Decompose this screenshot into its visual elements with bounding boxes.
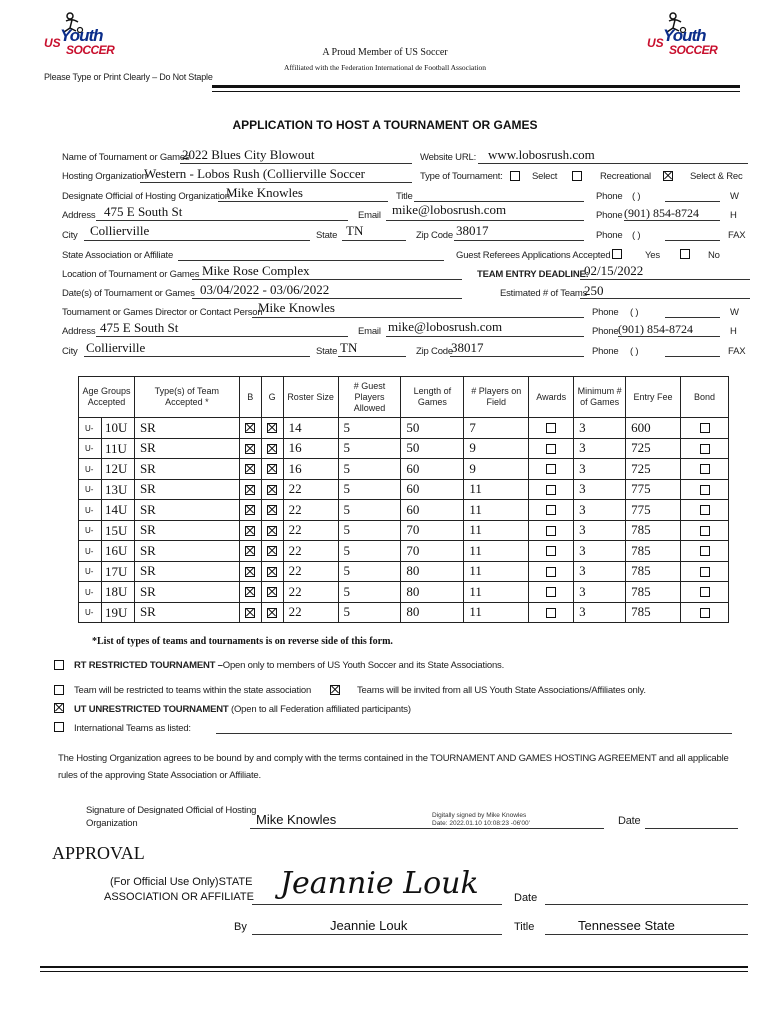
bond-checkbox[interactable] (681, 438, 729, 459)
approval-signature[interactable]: Jeannie Louk (280, 866, 479, 901)
guests-cell[interactable]: 5 (338, 582, 401, 603)
awards-checkbox[interactable] (529, 438, 574, 459)
min_games-cell[interactable]: 3 (574, 582, 626, 603)
rt-restricted-checkbox[interactable] (54, 660, 64, 670)
table-row (79, 602, 729, 623)
phone-parens: ( ) (632, 230, 641, 241)
col-header: Length of Games (401, 377, 464, 418)
director-name-field[interactable]: Mike Knowles (258, 300, 335, 315)
guests-cell[interactable]: 5 (338, 418, 401, 439)
bond-checkbox[interactable] (681, 418, 729, 439)
tournament-name-field[interactable]: 2022 Blues City Blowout (182, 147, 315, 162)
girls-checkbox[interactable] (261, 418, 283, 439)
signature-label-1: Signature of Designated Official of Hosting (86, 805, 257, 816)
boys-checkbox[interactable] (239, 418, 261, 439)
signature-date-label: Date (618, 815, 641, 827)
length-cell[interactable]: 60 (401, 459, 464, 480)
boys-checkbox[interactable] (239, 438, 261, 459)
age-group-cell[interactable]: U- 17U (79, 561, 135, 582)
min_games-cell[interactable]: 3 (574, 500, 626, 521)
label-no: No (708, 250, 720, 261)
label-estimated-teams: Estimated # of Teams (500, 288, 588, 299)
label-deadline: TEAM ENTRY DEADLINE: (477, 269, 589, 280)
hosting-org-field[interactable]: Western - Lobos Rush (Collierville Soccer (144, 166, 365, 181)
roster-cell[interactable]: 22 (283, 561, 338, 582)
col-header: Bond (681, 377, 729, 418)
table-row (79, 500, 729, 521)
select-rec-label: Select & Rec (690, 171, 743, 182)
rt-restricted-label: RT RESTRICTED TOURNAMENT –Open only to members of US Youth Soccer and its State Associations. (74, 660, 505, 671)
official-address-field[interactable]: 475 E South St (104, 204, 183, 219)
approval-date-label: Date (514, 892, 538, 904)
length-cell[interactable]: 80 (401, 561, 464, 582)
bond-checkbox[interactable] (681, 479, 729, 500)
roster-cell[interactable]: 22 (283, 520, 338, 541)
recreational-label: Recreational (600, 171, 651, 182)
players-cell[interactable]: 9 (464, 459, 529, 480)
digital-sign-1: Digitally signed by Mike Knowles (432, 812, 527, 819)
signature-name[interactable]: Mike Knowles (256, 812, 337, 827)
label-state: State (316, 346, 338, 357)
label-email: Email (358, 210, 381, 221)
official-state-field[interactable]: TN (346, 223, 364, 238)
fee-cell[interactable]: 785 (626, 520, 681, 541)
us-youth-soccer-logo-left: US Youth SOCCER (44, 12, 114, 62)
age-group-cell[interactable]: U- 12U (79, 459, 135, 480)
instructions: Please Type or Print Clearly – Do Not Staple (44, 72, 213, 82)
label-website: Website URL: (420, 152, 477, 163)
fee-cell[interactable]: 775 (626, 479, 681, 500)
table-row (79, 418, 729, 439)
length-cell[interactable]: 70 (401, 541, 464, 562)
invited-all-label: Teams will be invited from all US Youth State Associations/Affiliates only. (357, 685, 646, 696)
fee-cell[interactable]: 725 (626, 459, 681, 480)
website-field[interactable]: www.lobosrush.com (488, 147, 595, 162)
players-cell[interactable]: 9 (464, 438, 529, 459)
label-yes: Yes (645, 250, 660, 261)
boys-checkbox[interactable] (239, 500, 261, 521)
recreational-checkbox[interactable] (572, 171, 582, 181)
director-email-field[interactable]: mike@lobosrush.com (388, 319, 503, 334)
awards-checkbox[interactable] (529, 582, 574, 603)
director-state-field[interactable]: TN (340, 340, 358, 355)
label-hosting-org: Hosting Organization (62, 171, 147, 182)
label-phone: Phone (596, 191, 623, 202)
age-group-cell[interactable]: U- 11U (79, 438, 135, 459)
approval-official-1: (For Official Use Only)STATE (110, 876, 253, 888)
length-cell[interactable]: 80 (401, 602, 464, 623)
team-type-cell[interactable]: SR (134, 479, 239, 500)
guest-referees-yes-checkbox[interactable] (612, 249, 622, 259)
boys-checkbox[interactable] (239, 582, 261, 603)
select-rec-checkbox[interactable] (663, 171, 673, 181)
ut-unrestricted-checkbox[interactable] (54, 703, 64, 713)
roster-cell[interactable]: 14 (283, 418, 338, 439)
location-field[interactable]: Mike Rose Complex (202, 263, 310, 278)
table-row (79, 520, 729, 541)
min_games-cell[interactable]: 3 (574, 438, 626, 459)
length-cell[interactable]: 70 (401, 520, 464, 541)
length-cell[interactable]: 50 (401, 438, 464, 459)
label-address: Address (62, 326, 96, 337)
approval-by-label: By (234, 921, 247, 933)
col-header: B (239, 377, 261, 418)
digital-sign-2: Date: 2022.01.10 10:08:23 -06'00' (432, 820, 530, 827)
players-cell[interactable]: 11 (464, 582, 529, 603)
label-tournament-name: Name of Tournament or Games (62, 152, 190, 163)
label-zip: Zip Code (416, 230, 453, 241)
guests-cell[interactable]: 5 (338, 561, 401, 582)
director-city-field[interactable]: Collierville (86, 340, 146, 355)
table-row (79, 459, 729, 480)
team-type-cell[interactable]: SR (134, 602, 239, 623)
awards-checkbox[interactable] (529, 479, 574, 500)
approval-official-2: ASSOCIATION OR AFFILIATE (104, 891, 254, 903)
age-group-cell[interactable]: U- 10U (79, 418, 135, 439)
length-cell[interactable]: 50 (401, 418, 464, 439)
col-header: Awards (529, 377, 574, 418)
girls-checkbox[interactable] (261, 438, 283, 459)
label-h: H (730, 210, 737, 221)
col-header: Age Groups Accepted (79, 377, 135, 418)
min_games-cell[interactable]: 3 (574, 418, 626, 439)
min_games-cell[interactable]: 3 (574, 459, 626, 480)
guests-cell[interactable]: 5 (338, 520, 401, 541)
girls-checkbox[interactable] (261, 500, 283, 521)
official-name-field[interactable]: Mike Knowles (226, 185, 303, 200)
fee-cell[interactable]: 725 (626, 438, 681, 459)
select-label: Select (532, 171, 558, 182)
official-city-field[interactable]: Collierville (90, 223, 150, 238)
restricted-state-label: Team will be restricted to teams within the state association (74, 685, 312, 696)
bond-checkbox[interactable] (681, 582, 729, 603)
guests-cell[interactable]: 5 (338, 438, 401, 459)
age-group-cell[interactable]: U- 15U (79, 520, 135, 541)
label-guest-referees: Guest Referees Applications Accepted (456, 250, 611, 261)
dates-field[interactable]: 03/04/2022 - 03/06/2022 (200, 282, 330, 297)
boys-checkbox[interactable] (239, 602, 261, 623)
min_games-cell[interactable]: 3 (574, 520, 626, 541)
agreement-text-1: The Hosting Organization agrees to be bound by and comply with the terms contained in the TOURNAMENT AND GAMES HOSTING AGREEMENT and all applicable (58, 753, 729, 764)
list-note: *List of types of teams and tournaments is on reverse side of this form. (92, 636, 393, 647)
label-title: Title (396, 191, 413, 202)
age-group-cell[interactable]: U- 19U (79, 602, 135, 623)
players-cell[interactable]: 7 (464, 418, 529, 439)
deadline-field[interactable]: 02/15/2022 (584, 263, 644, 278)
age-group-cell[interactable]: U- 14U (79, 500, 135, 521)
fee-cell[interactable]: 785 (626, 582, 681, 603)
bond-checkbox[interactable] (681, 561, 729, 582)
col-header: Minimum # of Games (574, 377, 626, 418)
invited-all-checkbox[interactable] (330, 685, 340, 695)
boys-checkbox[interactable] (239, 479, 261, 500)
guests-cell[interactable]: 5 (338, 541, 401, 562)
players-cell[interactable]: 11 (464, 561, 529, 582)
label-state: State (316, 230, 338, 241)
label-director: Tournament or Games Director or Contact Person (62, 307, 263, 318)
girls-checkbox[interactable] (261, 520, 283, 541)
col-header: Entry Fee (626, 377, 681, 418)
restricted-state-checkbox[interactable] (54, 685, 64, 695)
bond-checkbox[interactable] (681, 602, 729, 623)
phone-parens: ( ) (630, 307, 639, 318)
roster-cell[interactable]: 16 (283, 459, 338, 480)
label-dates: Date(s) of Tournament or Games (62, 288, 195, 299)
boys-checkbox[interactable] (239, 520, 261, 541)
min_games-cell[interactable]: 3 (574, 479, 626, 500)
label-city: City (62, 346, 78, 357)
label-email: Email (358, 326, 381, 337)
team-type-cell[interactable]: SR (134, 561, 239, 582)
official-zip-field[interactable]: 38017 (456, 223, 489, 238)
international-label: International Teams as listed: (74, 723, 191, 734)
girls-checkbox[interactable] (261, 541, 283, 562)
team-type-cell[interactable]: SR (134, 582, 239, 603)
team-type-cell[interactable]: SR (134, 520, 239, 541)
label-type-tournament: Type of Tournament: (420, 171, 503, 182)
awards-checkbox[interactable] (529, 541, 574, 562)
guests-cell[interactable]: 5 (338, 459, 401, 480)
boys-checkbox[interactable] (239, 541, 261, 562)
header-rule (212, 85, 740, 92)
table-header-row (79, 377, 729, 418)
girls-checkbox[interactable] (261, 459, 283, 480)
label-fax: FAX (728, 346, 746, 357)
signature-label-2: Organization (86, 818, 138, 829)
approval-title-label: Title (514, 921, 535, 933)
label-zip: Zip Code (416, 346, 453, 357)
girls-checkbox[interactable] (261, 582, 283, 603)
us-youth-soccer-logo-right: US Youth SOCCER (647, 12, 717, 62)
director-phone-field[interactable]: (901) 854-8724 (618, 322, 693, 336)
players-cell[interactable]: 11 (464, 479, 529, 500)
label-phone: Phone (592, 346, 619, 357)
awards-checkbox[interactable] (529, 418, 574, 439)
roster-cell[interactable]: 22 (283, 479, 338, 500)
table-row (79, 479, 729, 500)
label-w: W (730, 307, 739, 318)
agreement-text-2: rules of the approving State Association or Affiliate. (58, 770, 261, 781)
bond-checkbox[interactable] (681, 541, 729, 562)
table-row (79, 582, 729, 603)
col-header: # Guest Players Allowed (338, 377, 401, 418)
roster-cell[interactable]: 22 (283, 541, 338, 562)
awards-checkbox[interactable] (529, 459, 574, 480)
label-phone: Phone (592, 307, 619, 318)
bond-checkbox[interactable] (681, 459, 729, 480)
approval-title-value[interactable]: Tennessee State (578, 918, 675, 933)
min_games-cell[interactable]: 3 (574, 541, 626, 562)
col-header: Roster Size (283, 377, 338, 418)
girls-checkbox[interactable] (261, 561, 283, 582)
phone-parens: ( ) (632, 191, 641, 202)
member-line: A Proud Member of US Soccer (322, 47, 448, 58)
phone-parens: ( ) (630, 346, 639, 357)
age-group-cell[interactable]: U- 18U (79, 582, 135, 603)
guests-cell[interactable]: 5 (338, 500, 401, 521)
boys-checkbox[interactable] (239, 561, 261, 582)
awards-checkbox[interactable] (529, 500, 574, 521)
estimated-teams-field[interactable]: 250 (584, 283, 604, 298)
table-row (79, 438, 729, 459)
label-w: W (730, 191, 739, 202)
fee-cell[interactable]: 785 (626, 541, 681, 562)
girls-checkbox[interactable] (261, 479, 283, 500)
roster-cell[interactable]: 16 (283, 438, 338, 459)
guests-cell[interactable]: 5 (338, 602, 401, 623)
label-phone: Phone (596, 210, 623, 221)
col-header: Type(s) of Team Accepted * (134, 377, 239, 418)
select-checkbox[interactable] (510, 171, 520, 181)
team-type-cell[interactable]: SR (134, 500, 239, 521)
label-phone: Phone (596, 230, 623, 241)
approval-by-name[interactable]: Jeannie Louk (330, 918, 408, 933)
length-cell[interactable]: 80 (401, 582, 464, 603)
guest-referees-no-checkbox[interactable] (680, 249, 690, 259)
international-checkbox[interactable] (54, 722, 64, 732)
age-group-cell[interactable]: U- 16U (79, 541, 135, 562)
form-title: APPLICATION TO HOST A TOURNAMENT OR GAMES (232, 118, 538, 132)
label-city: City (62, 230, 78, 241)
team-type-cell[interactable]: SR (134, 541, 239, 562)
label-location: Location of Tournament or Games (62, 269, 200, 280)
team-type-cell[interactable]: SR (134, 459, 239, 480)
roster-cell[interactable]: 22 (283, 602, 338, 623)
director-zip-field[interactable]: 38017 (451, 340, 484, 355)
official-email-field[interactable]: mike@lobosrush.com (392, 202, 507, 217)
bond-checkbox[interactable] (681, 520, 729, 541)
official-phone-field[interactable]: (901) 854-8724 (624, 206, 699, 220)
fee-cell[interactable]: 785 (626, 561, 681, 582)
label-address: Address (62, 210, 96, 221)
table-row (79, 541, 729, 562)
label-designate-official: Designate Official of Hosting Organization (62, 191, 230, 202)
fee-cell[interactable]: 600 (626, 418, 681, 439)
age-group-table (78, 376, 729, 623)
players-cell[interactable]: 11 (464, 602, 529, 623)
roster-cell[interactable]: 22 (283, 582, 338, 603)
approval-heading: APPROVAL (52, 843, 145, 863)
team-type-cell[interactable]: SR (134, 418, 239, 439)
footer-rule (40, 966, 748, 972)
awards-checkbox[interactable] (529, 561, 574, 582)
awards-checkbox[interactable] (529, 602, 574, 623)
players-cell[interactable]: 11 (464, 520, 529, 541)
girls-checkbox[interactable] (261, 602, 283, 623)
label-state-assoc: State Association or Affiliate (62, 250, 174, 261)
min_games-cell[interactable]: 3 (574, 561, 626, 582)
col-header: # Players on Field (464, 377, 529, 418)
age-group-cell[interactable]: U- 13U (79, 479, 135, 500)
boys-checkbox[interactable] (239, 459, 261, 480)
table-row (79, 561, 729, 582)
label-h: H (730, 326, 737, 337)
director-address-field[interactable]: 475 E South St (100, 320, 179, 335)
fee-cell[interactable]: 785 (626, 602, 681, 623)
length-cell[interactable]: 60 (401, 500, 464, 521)
guests-cell[interactable]: 5 (338, 479, 401, 500)
bond-checkbox[interactable] (681, 500, 729, 521)
roster-cell[interactable]: 22 (283, 500, 338, 521)
label-fax: FAX (728, 230, 746, 241)
label-phone: Phone (592, 326, 619, 337)
length-cell[interactable]: 60 (401, 479, 464, 500)
awards-checkbox[interactable] (529, 520, 574, 541)
min_games-cell[interactable]: 3 (574, 602, 626, 623)
ut-unrestricted-label: UT UNRESTRICTED TOURNAMENT (Open to all Federation affiliated participants) (74, 704, 411, 715)
affiliated-line: Affiliated with the Federation International de Football Association (283, 63, 487, 72)
col-header: G (261, 377, 283, 418)
players-cell[interactable]: 11 (464, 500, 529, 521)
fee-cell[interactable]: 775 (626, 500, 681, 521)
players-cell[interactable]: 11 (464, 541, 529, 562)
team-type-cell[interactable]: SR (134, 438, 239, 459)
